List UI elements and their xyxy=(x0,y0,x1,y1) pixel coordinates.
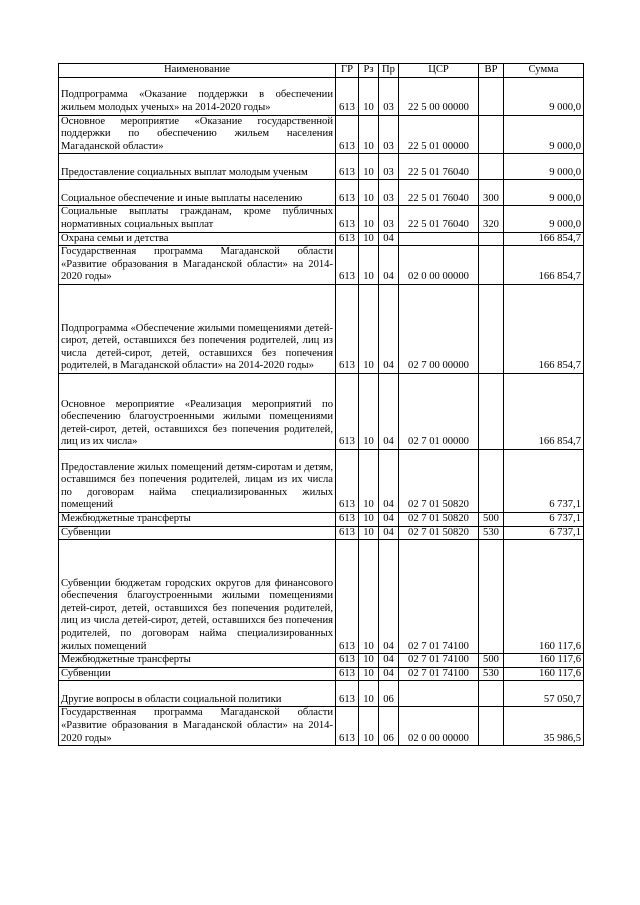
row-gr: 613 xyxy=(336,246,359,285)
row-csr: 22 5 00 00000 xyxy=(399,77,479,115)
table-row xyxy=(59,512,584,526)
row-rz: 10 xyxy=(359,77,379,115)
row-gr: 613 xyxy=(336,449,359,512)
row-csr: 02 7 01 00000 xyxy=(399,373,479,449)
row-sum: 9 000,0 xyxy=(504,77,584,115)
row-rz: 10 xyxy=(359,540,379,654)
row-vr xyxy=(479,232,504,246)
row-rz: 10 xyxy=(359,707,379,746)
row-vr xyxy=(479,707,504,746)
table-body xyxy=(59,77,584,746)
row-vr xyxy=(479,77,504,115)
row-pr: 04 xyxy=(379,449,399,512)
row-gr: 613 xyxy=(336,180,359,206)
header-row xyxy=(59,64,584,78)
row-sum: 166 854,7 xyxy=(504,284,584,373)
row-name: Социальные выплаты гражданам, кроме публичных нормативных социальных выплат xyxy=(59,206,336,232)
header-vr: ВР xyxy=(479,64,504,78)
row-pr: 03 xyxy=(379,115,399,154)
table-row xyxy=(59,206,584,232)
row-sum: 9 000,0 xyxy=(504,115,584,154)
row-rz: 10 xyxy=(359,154,379,180)
row-sum: 160 117,6 xyxy=(504,667,584,681)
row-rz: 10 xyxy=(359,180,379,206)
row-rz: 10 xyxy=(359,232,379,246)
row-name: Государственная программа Магаданской области «Развитие образования в Магаданской области» на 2014-2020 годы» xyxy=(59,246,336,285)
row-csr: 02 7 01 50820 xyxy=(399,449,479,512)
row-pr: 06 xyxy=(379,681,399,707)
header-sum: Сумма xyxy=(504,64,584,78)
table-row xyxy=(59,154,584,180)
row-vr: 300 xyxy=(479,180,504,206)
row-rz: 10 xyxy=(359,512,379,526)
row-vr xyxy=(479,681,504,707)
row-name: Охрана семьи и детства xyxy=(59,232,336,246)
table-row xyxy=(59,284,584,373)
row-sum: 166 854,7 xyxy=(504,373,584,449)
row-pr: 03 xyxy=(379,154,399,180)
row-sum: 6 737,1 xyxy=(504,449,584,512)
row-csr: 22 5 01 76040 xyxy=(399,154,479,180)
row-name: Субвенции бюджетам городских округов для финансового обеспечения благоустроенными жилыми помещениями детей-сирот, детей, оставшихся без попечения родителей, лиц из числа детей-сирот, детей, оставшихся без попечения родителей, по договорам найма специализированных жилых помещений xyxy=(59,540,336,654)
row-csr xyxy=(399,681,479,707)
row-gr: 613 xyxy=(336,681,359,707)
row-rz: 10 xyxy=(359,246,379,285)
row-csr: 02 7 01 74100 xyxy=(399,654,479,668)
row-pr: 04 xyxy=(379,512,399,526)
row-csr: 22 5 01 00000 xyxy=(399,115,479,154)
row-name: Государственная программа Магаданской области «Развитие образования в Магаданской области» на 2014-2020 годы» xyxy=(59,707,336,746)
row-pr: 03 xyxy=(379,77,399,115)
row-sum: 6 737,1 xyxy=(504,512,584,526)
table-row xyxy=(59,77,584,115)
row-name: Другие вопросы в области социальной политики xyxy=(59,681,336,707)
row-sum: 166 854,7 xyxy=(504,232,584,246)
row-vr xyxy=(479,284,504,373)
row-gr: 613 xyxy=(336,284,359,373)
header-gr: ГР xyxy=(336,64,359,78)
row-vr: 500 xyxy=(479,654,504,668)
row-sum: 9 000,0 xyxy=(504,180,584,206)
table-row xyxy=(59,540,584,654)
table-row xyxy=(59,232,584,246)
row-gr: 613 xyxy=(336,654,359,668)
row-gr: 613 xyxy=(336,232,359,246)
row-vr xyxy=(479,373,504,449)
row-name: Субвенции xyxy=(59,526,336,540)
row-rz: 10 xyxy=(359,654,379,668)
row-pr: 04 xyxy=(379,373,399,449)
row-vr xyxy=(479,154,504,180)
row-sum: 9 000,0 xyxy=(504,154,584,180)
row-sum: 166 854,7 xyxy=(504,246,584,285)
table-row xyxy=(59,449,584,512)
row-gr: 613 xyxy=(336,115,359,154)
row-rz: 10 xyxy=(359,526,379,540)
row-gr: 613 xyxy=(336,373,359,449)
row-rz: 10 xyxy=(359,373,379,449)
row-pr: 04 xyxy=(379,526,399,540)
row-rz: 10 xyxy=(359,667,379,681)
row-sum: 35 986,5 xyxy=(504,707,584,746)
row-pr: 06 xyxy=(379,707,399,746)
row-name: Основное мероприятие «Оказание государственной поддержки по обеспечению жильем населения Магаданской области» xyxy=(59,115,336,154)
row-vr: 530 xyxy=(479,667,504,681)
table-row xyxy=(59,246,584,285)
table-row xyxy=(59,667,584,681)
row-vr: 500 xyxy=(479,512,504,526)
row-csr: 02 7 01 50820 xyxy=(399,526,479,540)
row-csr: 02 7 01 74100 xyxy=(399,540,479,654)
row-rz: 10 xyxy=(359,206,379,232)
row-name: Подпрограмма «Оказание поддержки в обеспечении жильем молодых ученых» на 2014-2020 годы» xyxy=(59,77,336,115)
row-sum: 160 117,6 xyxy=(504,540,584,654)
table-row xyxy=(59,707,584,746)
row-name: Межбюджетные трансферты xyxy=(59,654,336,668)
header-pr: Пр xyxy=(379,64,399,78)
row-csr xyxy=(399,232,479,246)
row-pr: 04 xyxy=(379,654,399,668)
row-vr xyxy=(479,540,504,654)
row-vr xyxy=(479,115,504,154)
table-row xyxy=(59,115,584,154)
row-gr: 613 xyxy=(336,154,359,180)
row-name: Основное мероприятие «Реализация мероприятий по обеспечению благоустроенными жилыми помещениями детей-сирот, детей, оставшихся без попечения родителей, лиц из их числа» xyxy=(59,373,336,449)
row-name: Социальное обеспечение и иные выплаты населению xyxy=(59,180,336,206)
row-gr: 613 xyxy=(336,667,359,681)
row-sum: 9 000,0 xyxy=(504,206,584,232)
header-csr: ЦСР xyxy=(399,64,479,78)
row-csr: 02 7 01 74100 xyxy=(399,667,479,681)
row-name: Предоставление жилых помещений детям-сиротам и детям, оставшимся без попечения родителей, лицам из их числа по договорам найма специализированных жилых помещений xyxy=(59,449,336,512)
row-csr: 22 5 01 76040 xyxy=(399,206,479,232)
table-row xyxy=(59,526,584,540)
row-rz: 10 xyxy=(359,115,379,154)
row-pr: 04 xyxy=(379,232,399,246)
row-name: Межбюджетные трансферты xyxy=(59,512,336,526)
row-gr: 613 xyxy=(336,77,359,115)
table-row xyxy=(59,681,584,707)
row-csr: 02 0 00 00000 xyxy=(399,707,479,746)
row-gr: 613 xyxy=(336,540,359,654)
budget-table xyxy=(58,63,584,746)
row-csr: 02 7 01 50820 xyxy=(399,512,479,526)
row-pr: 04 xyxy=(379,246,399,285)
row-pr: 04 xyxy=(379,540,399,654)
row-name: Субвенции xyxy=(59,667,336,681)
row-gr: 613 xyxy=(336,526,359,540)
row-pr: 04 xyxy=(379,284,399,373)
row-pr: 03 xyxy=(379,206,399,232)
row-rz: 10 xyxy=(359,449,379,512)
row-gr: 613 xyxy=(336,512,359,526)
row-gr: 613 xyxy=(336,206,359,232)
row-rz: 10 xyxy=(359,284,379,373)
row-name: Подпрограмма «Обеспечение жилыми помещениями детей-сирот, детей, оставшихся без попечения родителей, лиц из числа детей-сирот, детей, оставшихся без попечения родителей, в Магаданской области» на 2014-2020 годы» xyxy=(59,284,336,373)
header-rz: Рз xyxy=(359,64,379,78)
row-sum: 160 117,6 xyxy=(504,654,584,668)
row-rz: 10 xyxy=(359,681,379,707)
row-csr: 02 7 00 00000 xyxy=(399,284,479,373)
row-name: Предоставление социальных выплат молодым ученым xyxy=(59,154,336,180)
table-row xyxy=(59,180,584,206)
row-vr xyxy=(479,449,504,512)
header-name: Наименование xyxy=(59,64,336,78)
row-vr xyxy=(479,246,504,285)
table-row xyxy=(59,654,584,668)
table-row xyxy=(59,373,584,449)
row-sum: 6 737,1 xyxy=(504,526,584,540)
row-csr: 02 0 00 00000 xyxy=(399,246,479,285)
row-vr: 530 xyxy=(479,526,504,540)
row-gr: 613 xyxy=(336,707,359,746)
row-pr: 03 xyxy=(379,180,399,206)
row-pr: 04 xyxy=(379,667,399,681)
row-csr: 22 5 01 76040 xyxy=(399,180,479,206)
row-vr: 320 xyxy=(479,206,504,232)
row-sum: 57 050,7 xyxy=(504,681,584,707)
